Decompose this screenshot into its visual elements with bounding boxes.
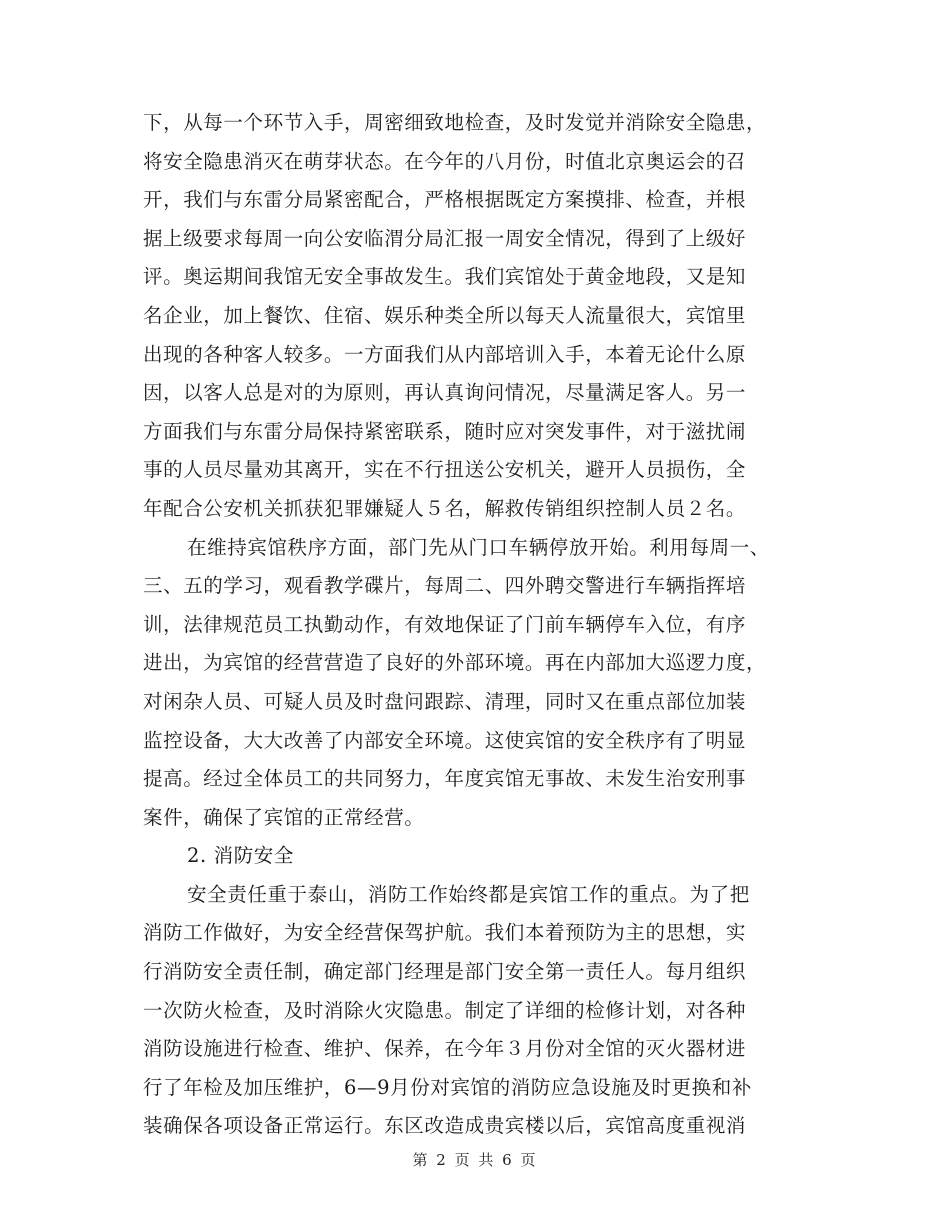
text-line: 评。奥运期间我馆无安全事故发生。我们宾馆处于黄金地段，又是知 bbox=[143, 265, 747, 289]
text-line: 一次防火检查，及时消除火灾隐患。制定了详细的检修计划，对各种 bbox=[143, 998, 747, 1022]
text-line: 下，从每一个环节入手，周密细致地检查，及时发觉并消除安全隐患， bbox=[143, 111, 767, 134]
text-line: 事的人员尽量劝其离开，实在不行扭送公安机关，避开人员损伤，全 bbox=[143, 458, 747, 482]
section-heading: 2. 消防安全 bbox=[187, 844, 295, 868]
text-line: 行消防安全责任制，确定部门经理是部门安全第一责任人。每月组织 bbox=[143, 960, 747, 984]
text-line: 消防工作做好，为安全经营保驾护航。我们本着预防为主的思想，实 bbox=[143, 921, 747, 945]
paragraph-start-line: 在维持宾馆秩序方面，部门先从门口车辆停放开始。利用每周一、 bbox=[187, 535, 770, 559]
text-line: 年配合公安机关抓获犯罪嫌疑人５名，解救传销组织控制人员２名。 bbox=[143, 496, 747, 520]
document-body bbox=[143, 104, 807, 1146]
text-line: 开，我们与东雷分局紧密配合，严格根据既定方案摸排、检查，并根 bbox=[143, 188, 747, 212]
text-line: 消防设施进行检查、维护、保养，在今年３月份对全馆的灭火器材进 bbox=[143, 1037, 747, 1061]
text-line: 训，法律规范员工执勤动作，有效地保证了门前车辆停车入位，有序 bbox=[143, 612, 747, 636]
text-line: 提高。经过全体员工的共同努力，年度宾馆无事故、未发生治安刑事 bbox=[143, 767, 747, 791]
text-line: 进出，为宾馆的经营营造了良好的外部环境。再在内部加大巡逻力度， bbox=[143, 651, 767, 675]
text-line: 将安全隐患消灭在萌芽状态。在今年的八月份，时值北京奥运会的召 bbox=[143, 149, 747, 173]
paragraph-start-line: 安全责任重于泰山，消防工作始终都是宾馆工作的重点。为了把 bbox=[187, 882, 750, 906]
text-line: 监控设备，大大改善了内部安全环境。这使宾馆的安全秩序有了明显 bbox=[143, 728, 747, 752]
text-line: 三、五的学习，观看教学碟片，每周二、四外聘交警进行车辆指挥培 bbox=[143, 574, 747, 598]
text-line: 行了年检及加压维护，6—9月份对宾馆的消防应急设施及时更换和补 bbox=[143, 1075, 752, 1099]
text-line: 装确保各项设备正常运行。东区改造成贵宾楼以后，宾馆高度重视消 bbox=[143, 1114, 747, 1138]
page-number-footer: 第 2 页 共 6 页 bbox=[412, 1151, 538, 1169]
text-line: 因，以客人总是对的为原则，再认真询问情况，尽量满足客人。另一 bbox=[143, 381, 747, 405]
text-line: 方面我们与东雷分局保持紧密联系，随时应对突发事件，对于滋扰闹 bbox=[143, 419, 747, 443]
text-line: 案件，确保了宾馆的正常经营。 bbox=[143, 805, 425, 829]
text-line: 据上级要求每周一向公安临渭分局汇报一周安全情况，得到了上级好 bbox=[143, 226, 747, 250]
text-line: 对闲杂人员、可疑人员及时盘问跟踪、清理，同时又在重点部位加装 bbox=[143, 689, 747, 713]
text-line: 名企业，加上餐饮、住宿、娱乐种类全所以每天人流量很大，宾馆里 bbox=[143, 303, 747, 327]
text-line: 出现的各种客人较多。一方面我们从内部培训入手，本着无论什么原 bbox=[143, 342, 747, 366]
